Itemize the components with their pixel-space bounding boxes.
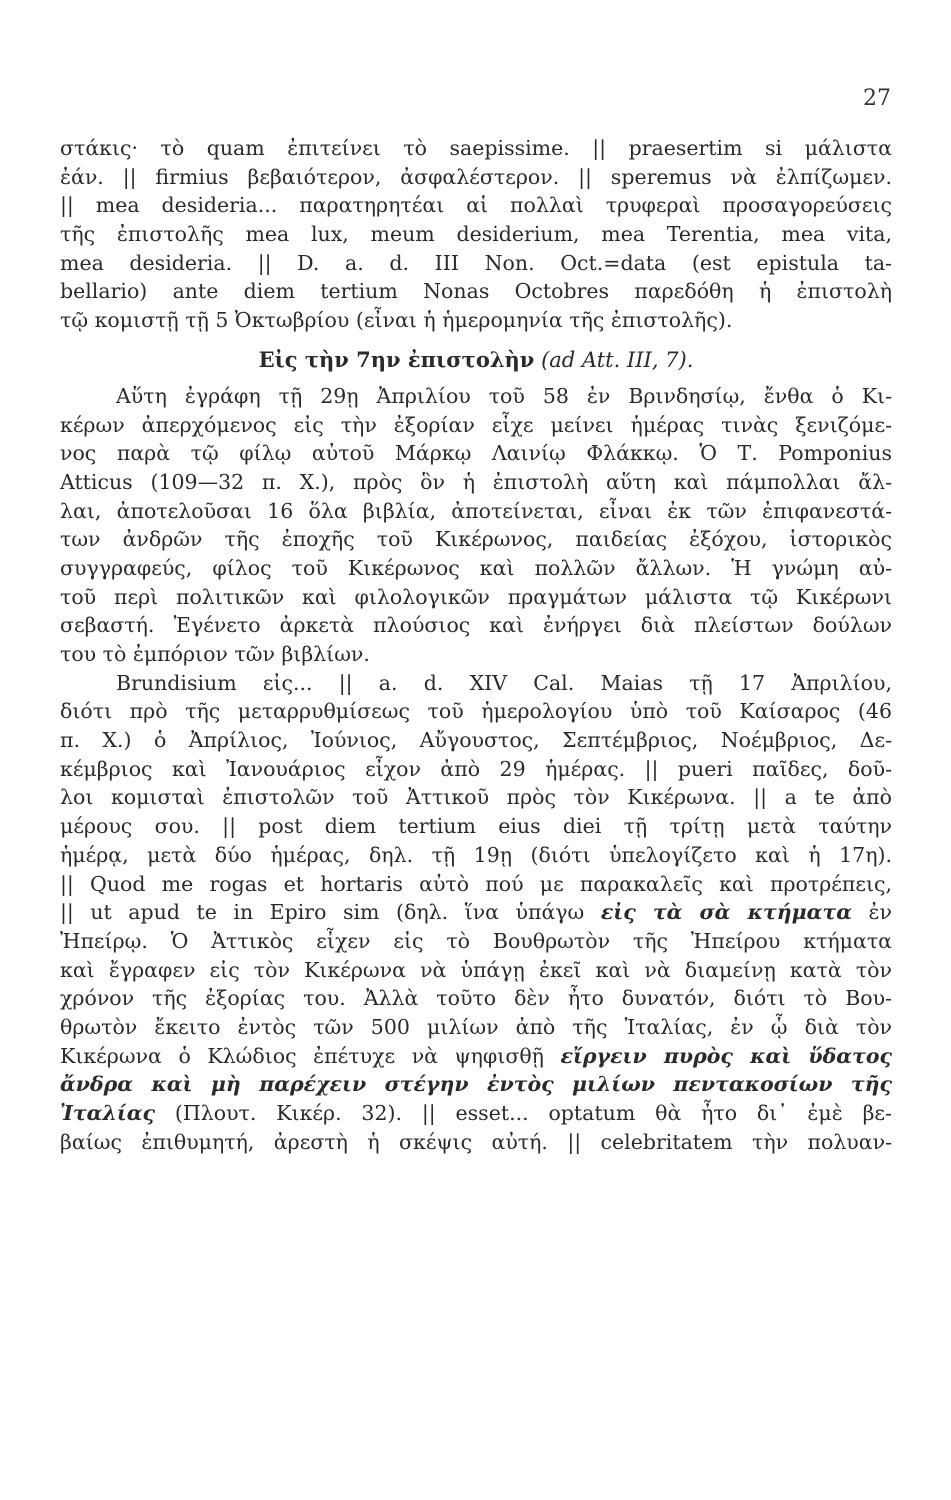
- text-line: Ἠπείρῳ. Ὁ Ἀττικὸς εἶχεν εἰς τὸ Βουθρωτὸν τῆς Ἠπείρου κτήματα: [60, 928, 892, 953]
- text-line: mea desideria. || D. a. d. III Non. Oct.=data (est epistula ta-: [60, 250, 892, 275]
- text-line: bellario) ante diem tertium Nonas Octobres παρεδόθη ἡ ἐπιστολὴ: [60, 279, 892, 304]
- text-line: Αὕτη ἐγράφη τῇ 29ῃ Ἀπριλίου τοῦ 58 ἐν Βρινδησίῳ, ἔνθα ὁ Κι-: [116, 383, 892, 408]
- text-line: στάκις· τὸ quam ἐπιτείνει τὸ saepissime. || praesertim si μάλιστα: [60, 136, 892, 160]
- text-line: || mea desideria... παρατηρητέαι αἱ πολλαὶ τρυφεραὶ προσαγορεύσεις: [60, 193, 892, 218]
- text-line: [60, 1042, 892, 1071]
- text-line: ἐάν. || firmius βεβαιότερον, ἀσφαλέστερον. || speremus νὰ ἐλπίζωμεν.: [60, 164, 892, 189]
- text-line: τῆς ἐπιστολῆς mea lux, meum desiderium, mea Terentia, mea vita,: [60, 222, 892, 247]
- text-span: Κικέρωνα ὁ Κλώδιος ἐπέτυχε νὰ ψηφισθῇ: [60, 1043, 544, 1068]
- text-line: Atticus (109—32 π. Χ.), πρὸς ὃν ἡ ἐπιστολὴ αὕτη καὶ πάμπολλαι ἄλ-: [60, 469, 892, 494]
- text-line: ἡμέρᾳ, μετὰ δύο ἡμέρας, δηλ. τῇ 19ῃ (διότι ὑπελογίζετο καὶ ἡ 17η).: [60, 842, 892, 867]
- heading-reference: (ad Att. III, 7).: [541, 347, 694, 372]
- text-span: (Πλουτ. Κικέρ. 32). || esset... optatum θὰ ἦτο δι᾿ ἐμὲ βε-: [174, 1101, 892, 1125]
- text-line: [60, 898, 892, 927]
- text-line: χρόνον τῆς ἐξορίας του. Ἀλλὰ τοῦτο δὲν ἦτο δυνατόν, διότι τὸ Βου-: [60, 986, 892, 1011]
- emphasis-text: ἄνδρα καὶ μὴ παρέχειν στέγην ἐντὸς μιλίων πεντακοσίων τῆς: [60, 1072, 892, 1097]
- text-line: συγγραφεύς, φίλος τοῦ Κικέρωνος καὶ πολλῶν ἄλλων. Ἡ γνώμη αὐ-: [60, 555, 892, 580]
- text-line: κέμβριος καὶ Ἰανουάριος εἶχον ἀπὸ 29 ἡμέρας. || pueri παῖδες, δοῦ-: [60, 756, 892, 781]
- text-line: του τὸ ἐμπόριον τῶν βιβλίων.: [60, 642, 370, 666]
- emphasis-text: εἴργειν πυρὸς καὶ ὕδατος: [560, 1043, 893, 1068]
- text-line: Brundisium εἰς... || a. d. XIV Cal. Maias τῇ 17 Ἀπριλίου,: [116, 670, 892, 695]
- text-line: διότι πρὸ τῆς μεταρρυθμίσεως τοῦ ἡμερολογίου ὑπὸ τοῦ Καίσαρος (46: [60, 699, 892, 724]
- text-line: τοῦ περὶ πολιτικῶν καὶ φιλολογικῶν πραγμάτων μάλιστα τῷ Κικέρωνι: [60, 584, 892, 609]
- text-line: μέρους σου. || post diem tertium eius diei τῇ τρίτῃ μετὰ ταύτην: [60, 814, 892, 839]
- text-line: λοι κομισταὶ ἐπιστολῶν τοῦ Ἀττικοῦ πρὸς τὸν Κικέρωνα. || a te ἀπὸ: [60, 785, 892, 810]
- text-line: [60, 1070, 892, 1099]
- text-line: π. Χ.) ὁ Ἀπρίλιος, Ἰούνιος, Αὔγουστος, Σεπτέμβριος, Νοέμβριος, Δε-: [60, 728, 892, 753]
- text-span: ἐν: [868, 900, 892, 925]
- text-span: || ut apud te in Epiro sim (δηλ. ἵνα ὑπάγω: [60, 900, 585, 925]
- text-line: των ἀνδρῶν τῆς ἐποχῆς τοῦ Κικέρωνος, παιδείας ἐξόχου, ἱστορικὸς: [60, 527, 892, 552]
- text-line: κέρων ἀπερχόμενος εἰς τὴν ἐξορίαν εἶχε μείνει ἡμέρας τινὰς ξενιζόμε-: [60, 412, 892, 437]
- section-heading: [60, 339, 892, 381]
- emphasis-text: Ἰταλίας: [60, 1101, 156, 1125]
- text-line: καὶ ἔγραφεν εἰς τὸν Κικέρωνα νὰ ὑπάγῃ ἐκεῖ καὶ νὰ διαμείνῃ κατὰ τὸν: [60, 957, 892, 982]
- text-line: νος παρὰ τῷ φίλῳ αὐτοῦ Μάρκῳ Λαινίῳ Φλάκκῳ. Ὁ Τ. Pomponius: [60, 441, 892, 466]
- text-line: || Quod me rogas et hortaris αὐτὸ πού με παρακαλεῖς καὶ προτρέπεις,: [60, 871, 892, 896]
- body-text: [60, 134, 892, 1156]
- text-line: τῷ κομιστῇ τῇ 5 Ὀκτωβρίου (εἶναι ἡ ἡμερομηνία τῆς ἐπιστολῆς).: [60, 308, 733, 333]
- text-line: [60, 1099, 892, 1128]
- text-line: σεβαστή. Ἐγένετο ἀρκετὰ πλούσιος καὶ ἐνήργει διὰ πλείστων δούλων: [60, 613, 892, 638]
- text-line: βαίως ἐπιθυμητή, ἀρεστὴ ἡ σκέψις αὐτή. || celebritatem τὴν πολυαν-: [60, 1129, 892, 1154]
- page-number: 27: [863, 86, 891, 111]
- text-line: θρωτὸν ἔκειτο ἐντὸς τῶν 500 μιλίων ἀπὸ τῆς Ἰταλίας, ἐν ᾧ διὰ τὸν: [60, 1014, 892, 1039]
- heading-title: Εἰς τὴν 7ην ἐπιστολὴν: [258, 346, 535, 372]
- text-line: λαι, ἀποτελοῦσαι 16 ὅλα βιβλία, ἀποτείνεται, εἶναι ἐκ τῶν ἐπιφανεστά-: [60, 498, 892, 523]
- emphasis-text: εἰς τὰ σὰ κτήματα: [600, 900, 852, 925]
